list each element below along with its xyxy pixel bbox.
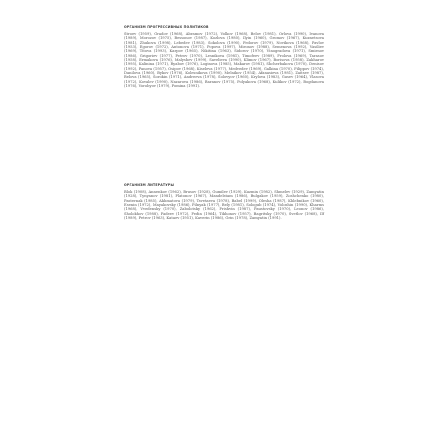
section-2-body: Blok (1908), Annenkov (1962), Brusov (1928), Gumilev (1929), Kuzmin (1982), Shmelev (1929), Zamyatin (1928), Tynyanov (1981), Platonov (1967), Mandelstam (1986), Bulgakov (1959), Zoshchenko (1980), Pasternak (1985), Akhmatova (1979), Tsvetaeva (1978), Babel (1999), Olesha (1987), Khlebnikov (1960), Esenin (1972), Mayakovsky (1986), Pilnyak (1977), Bely (1981), Sologub (1974), Voloshin (1990), Kharms (1968), Vvedensky (1970), Zabolotsky (1962), Prishvin (1987), Paustovsky (1970), Leonov (1986), Sholokhov (1988), Fadeev (1972), Fedin (1964), Tikhonov (1957), Bagritsky (1970), Svetlov (1968), Ilf (1989), Petrov (1963), Kataev (1951), Kaverin (1986), Grin (1978), Zamyatin (1991). (124, 190, 324, 221)
section-2 (124, 183, 324, 220)
section-1-body: Stroev (1959), Gradov (1968), Abramov (1972), Volkov (1968), Belov (1981), Orlova (1990), Ivanova (1989), Morozov (1975), Bessonov (1987), Kozlova (1980), Ilyin (1960), Gromov (1967), Kuznetsova (1981), Zhukova (1998), Lebedev (1983), Sokolova (1990), Fedorov (1979), Novikova (1968), Pavlov (1953), Egorov (1972), Antonova (1971), Popova (1997), Mironov (1988), Semenova (1992), Vasiliev (1969), Titova (1993), Karpov (1965), Nikitina (1963), Sidorov (1970), Vinogradova (1971), Smirnov (1986), Grigoriev (1977), Petrov (1970), Lesnikova (1981), Timofeev (1989), Frolova (1969), Tarasov (1958), Ermakova (1976), Malyshev (1999), Savelieva (1990), Klimov (1967), Borisova (1958), Zakharov (1995), Kalinina (1971), Ryabov (1976), Loginova (1985), Makarov (1981), Shcherbakova (1970), Denisov (1992), Panova (1957), Osipov (1968), Kiseleva (1977), Medvedev (1969), Galkina (1970), Filippov (1974), Danilova (1960), Bykov (1976), Kolesnikova (1990), Melnikov (1954), Afanasieva (1981), Zaitsev (1987), Belova (1965), Sorokin (1971), Andreeva (1978), Solovyov (1960), Krylova (1983), Gusev (1964), Vlasova (1972), Kovalev (1990), Nazarova (1986), Baranov (1975), Polyakova (1968), Kulikov (1972), Bogdanova (1976), Vorobyov (1979), Fomina (1991). (124, 32, 324, 89)
section-2-heading: ОРГАНИЗМ ЛИТЕРАТУРЫ (124, 183, 174, 187)
section-1-heading: ОРГАНИЗМ ПРОГРЕССИВНЫХ ПОЛИТИКОВ (124, 25, 209, 29)
section-1 (124, 25, 324, 88)
